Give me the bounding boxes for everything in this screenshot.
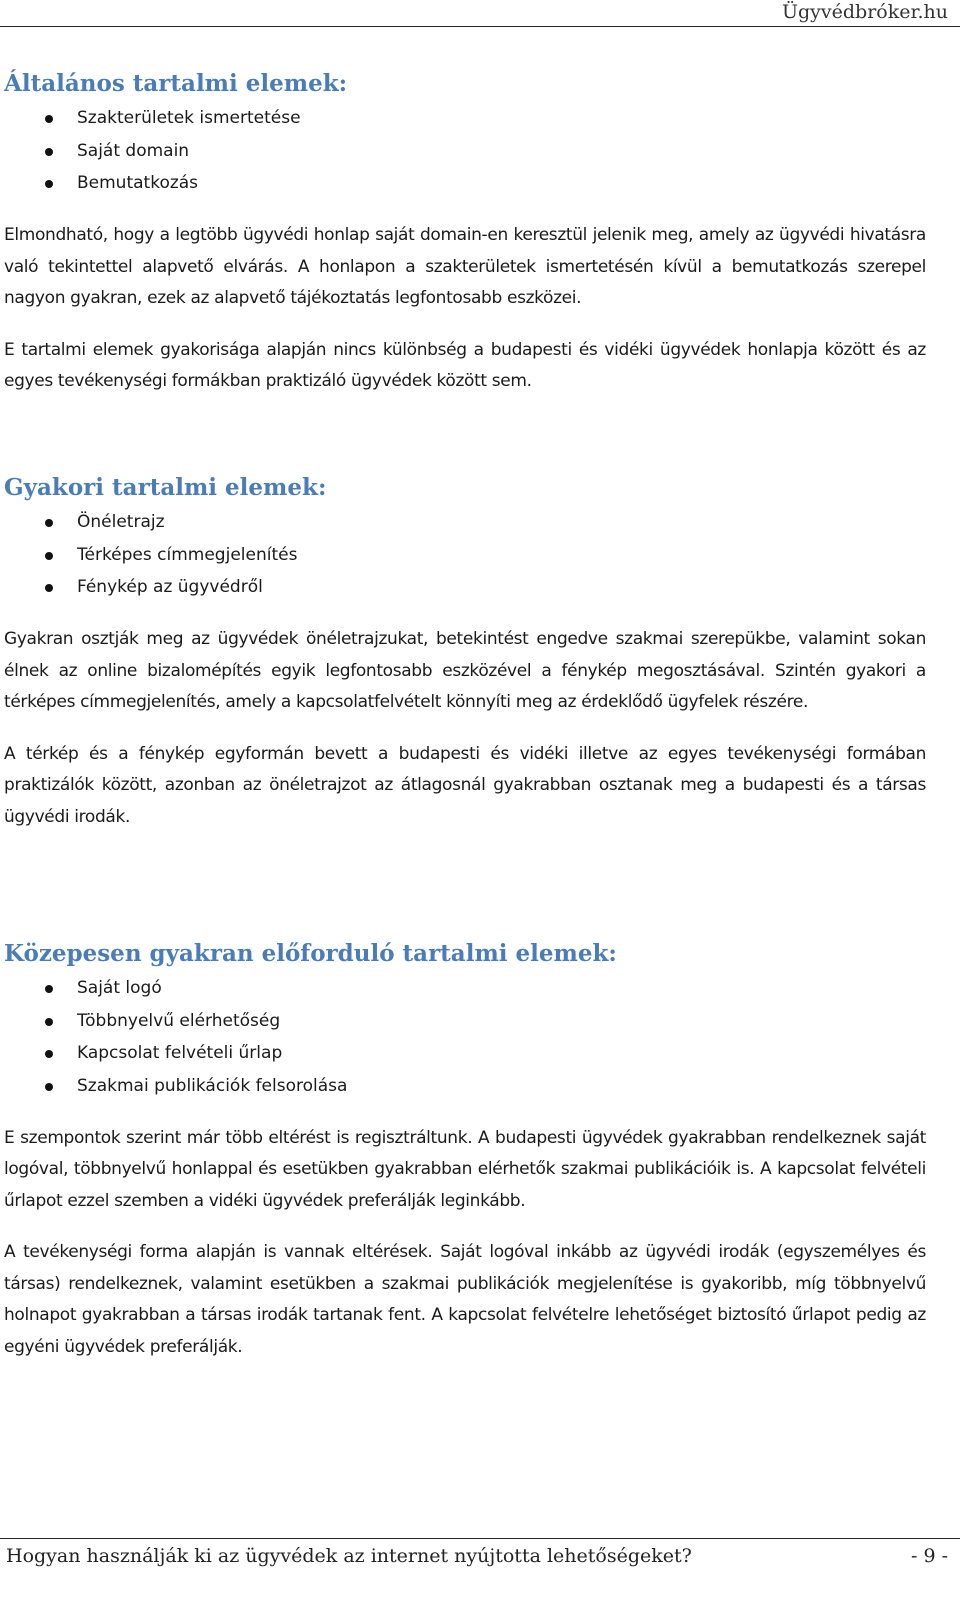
bullet-icon — [45, 115, 53, 123]
bullet-icon — [45, 519, 53, 527]
page-header — [0, 0, 960, 27]
list-item: Többnyelvű elérhetőség — [4, 1005, 926, 1038]
list-item: Szakmai publikációk felsorolása — [4, 1070, 926, 1103]
paragraph: A tevékenységi forma alapján is vannak eltérések. Saját logóval inkább az ügyvédi irodák (egyszemélyes és társas) rendelkeznek, valamint esetükben a szakmai publikációk megjelenítése is gyakoribb, míg többnyelvű holnapot gyakrabban a társas irodák tartanak fent. A kapcsolat felvételre lehetőséget biztosító űrlapot pedig az egyéni ügyvédek preferálják. — [4, 1242, 926, 1357]
page-number: - 9 - — [910, 1545, 948, 1567]
header-site-title: Ügyvédbróker.hu — [782, 1, 948, 23]
bullet-icon — [45, 180, 53, 188]
footer-document-title: Hogyan használják ki az ügyvédek az internet nyújtotta lehetőségeket? — [6, 1545, 692, 1567]
list-item: Önéletrajz — [4, 506, 926, 539]
paragraph: Gyakran osztják meg az ügyvédek önéletrajzukat, betekintést engedve szakmai szerepükbe, valamint sokan élnek az online bizalomépítés egyik legfontosabb eszközével a fénykép megosztásával. Szintén gyakori a térképes címmegjelenítés, amely a kapcsolatfelvételt könnyíti meg az érdeklődő ügyfelek részére. — [4, 629, 926, 713]
page-footer — [0, 1538, 960, 1579]
bullet-icon — [45, 1018, 53, 1026]
list-item: Saját domain — [4, 135, 926, 168]
section-heading: Gyakori tartalmi elemek: — [4, 474, 327, 501]
list-item: Kapcsolat felvételi űrlap — [4, 1037, 926, 1070]
section-heading: Közepesen gyakran előforduló tartalmi elemek: — [4, 940, 617, 967]
bullet-list — [4, 506, 926, 604]
bullet-list — [4, 972, 926, 1103]
bullet-icon — [45, 584, 53, 592]
bullet-icon — [45, 148, 53, 156]
paragraph: A térkép és a fénykép egyformán bevett a budapesti és vidéki illetve az egyes tevékenységi formában praktizálók között, azonban az önéletrajzot az átlagosnál gyakrabban osztanak meg a budapesti és a társas ügyvédi irodák. — [4, 743, 926, 827]
section-general-elements — [4, 70, 926, 398]
list-item: Szakterületek ismertetése — [4, 102, 926, 135]
section-frequent-elements — [4, 474, 926, 833]
list-item: Térképes címmegjelenítés — [4, 539, 926, 572]
bullet-list — [4, 102, 926, 200]
bullet-icon — [45, 1050, 53, 1058]
bullet-icon — [45, 985, 53, 993]
section-moderately-frequent-elements — [4, 940, 926, 1363]
section-heading: Általános tartalmi elemek: — [4, 70, 348, 97]
paragraph: E tartalmi elemek gyakorisága alapján nincs különbség a budapesti és vidéki ügyvédek honlapja között és az egyes tevékenységi formákban praktizáló ügyvédek között sem. — [4, 339, 926, 392]
list-item: Fénykép az ügyvédről — [4, 571, 926, 604]
bullet-icon — [45, 552, 53, 560]
paragraph: Elmondható, hogy a legtöbb ügyvédi honlap saját domain-en keresztül jelenik meg, amely az ügyvédi hivatásra való tekintettel alapvető elvárás. A honlapon a szakterületek ismertetésén kívül a bemutatkozás szerepel nagyon gyakran, ezek az alapvető tájékoztatás legfontosabb eszközei. — [4, 225, 926, 309]
list-item: Saját logó — [4, 972, 926, 1005]
bullet-icon — [45, 1083, 53, 1091]
list-item: Bemutatkozás — [4, 167, 926, 200]
paragraph: E szempontok szerint már több eltérést is regisztráltunk. A budapesti ügyvédek gyakrabban rendelkeznek saját logóval, többnyelvű honlappal és esetükben gyakrabban elérhetők szakmai publikációik is. A kapcsolat felvételi űrlapot ezzel szemben a vidéki ügyvédek preferálják leginkább. — [4, 1127, 926, 1211]
